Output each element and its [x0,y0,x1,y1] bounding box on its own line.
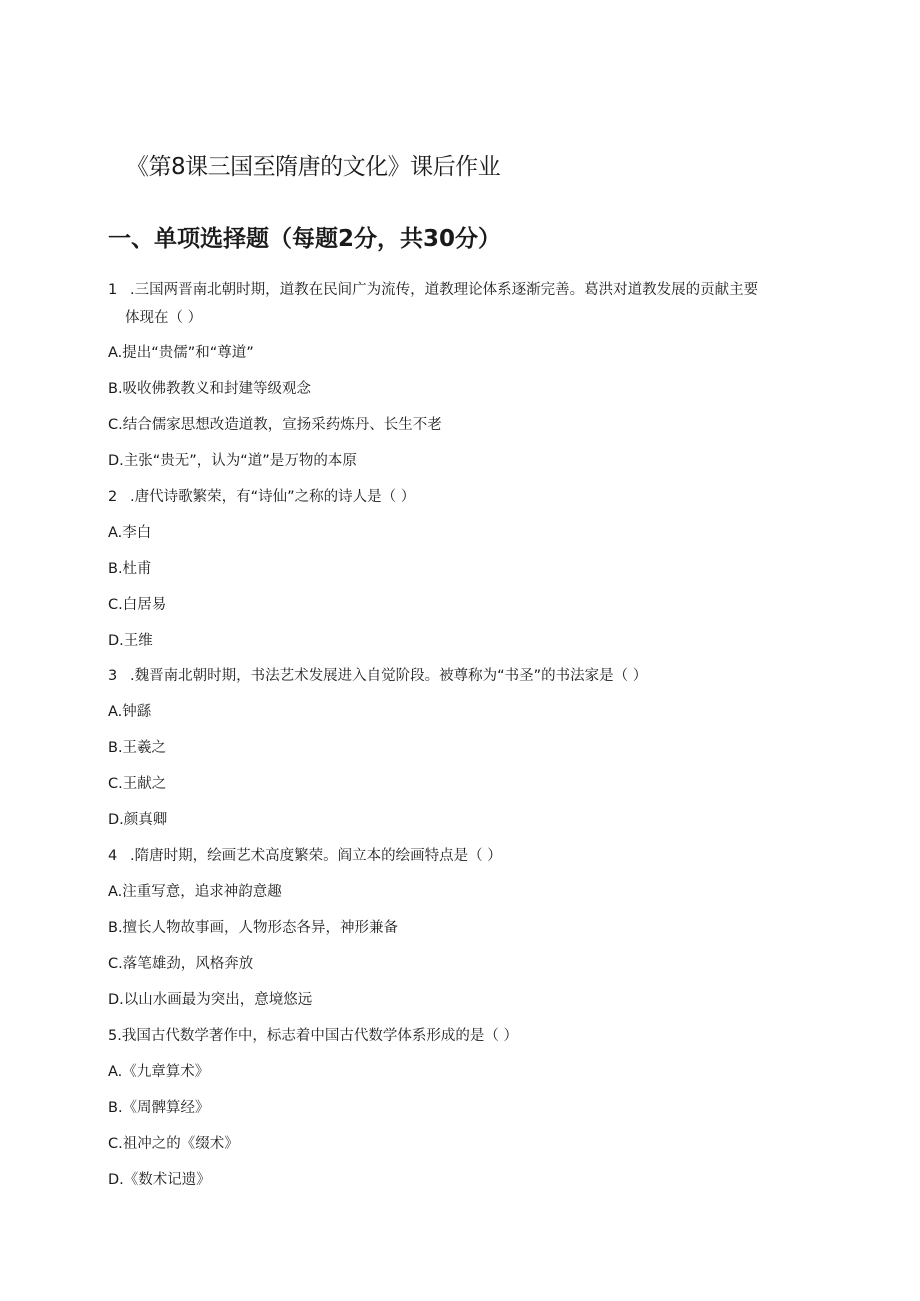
option-a: A.《九章算术》 [108,1064,210,1080]
question-stem [108,486,415,508]
question-text: .隋唐时期，绘画艺术高度繁荣。阎立本的绘画特点是（ ） [130,848,502,864]
option-d: D.主张“贵无”，认为“道”是万物的本原 [108,453,357,469]
option-c: C.祖冲之的《缀术》 [108,1136,239,1152]
question-number: 3 [108,668,118,684]
option-d: D.颜真卿 [108,812,168,828]
option-c: C.结合儒家思想改造道教，宣扬采药炼丹、长生不老 [108,417,442,433]
question-stem: 5.我国古代数学著作中，标志着中国古代数学体系形成的是（ ） [108,1028,518,1044]
question-text: .唐代诗歌繁荣，有“诗仙”之称的诗人是（ ） [130,489,416,505]
option-d: D.王维 [108,633,153,649]
question-text: .三国两晋南北朝时期，道教在民间广为流传，道教理论体系逐渐完善。葛洪对道教发展的贡献主要 [130,282,759,298]
option-a: A.李白 [108,525,152,541]
question-text: .魏晋南北朝时期，书法艺术发展进入自觉阶段。被尊称为“书圣”的书法家是（ ） [130,668,648,684]
option-a: A.注重写意，追求神韵意趣 [108,884,282,900]
document-title: 《第8课三国至隋唐的文化》课后作业 [126,154,501,180]
option-d: D.《数术记遗》 [108,1172,211,1188]
option-d: D.以山水画最为突出，意境悠远 [108,992,313,1008]
option-a: A.钟繇 [108,704,152,720]
option-b: B.擅长人物故事画，人物形态各异，神形兼备 [108,920,399,936]
option-b: B.杜甫 [108,561,152,577]
option-b: B.《周髀算经》 [108,1100,210,1116]
option-c: C.白居易 [108,597,167,613]
section-heading: 一、单项选择题（每题2分，共30分） [108,226,502,252]
option-c: C.落笔雄劲，风格奔放 [108,956,254,972]
question-stem [108,845,502,867]
option-c: C.王献之 [108,776,167,792]
question-number: 4 [108,848,118,864]
question-stem [108,279,758,301]
option-b: B.王羲之 [108,740,167,756]
question-number: 1 [108,282,118,298]
option-a: A.提出“贵儒”和“尊道” [108,345,254,361]
question-stem [108,665,647,687]
question-stem-continuation: 体现在（ ） [125,310,203,326]
question-number: 2 [108,489,118,505]
option-b: B.吸收佛教教义和封建等级观念 [108,381,312,397]
